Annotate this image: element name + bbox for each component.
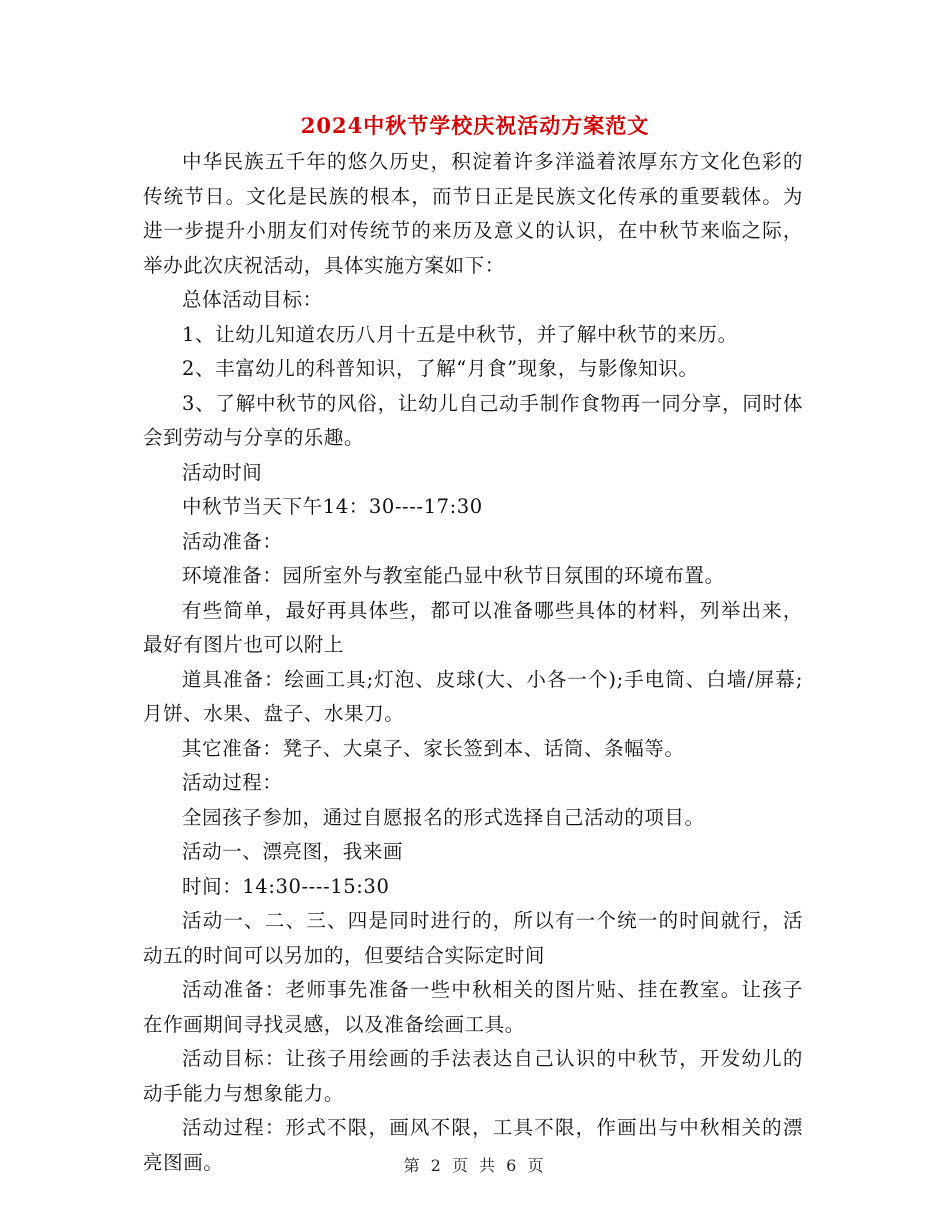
paragraph-environment-prep: 环境准备：园所室外与教室能凸显中秋节日氛围的环境布置。: [182, 564, 725, 587]
paragraph-activity-1-process: 活动过程：形式不限，画风不限，工具不限，作画出与中秋相关的漂亮图画。: [143, 1116, 803, 1174]
paragraph-props-prep: 道具准备：绘画工具;灯泡、皮球(大、小各一个);手电筒、白墙/屏幕;月饼、水果、盘子、水果刀。: [143, 667, 803, 725]
paragraph-time-heading: 活动时间: [182, 460, 263, 484]
paragraph-goal-3: 3、了解中秋节的风俗，让幼儿自己动手制作食物再一同分享，同时体会到劳动与分享的乐趣。: [143, 391, 803, 449]
paragraph-goals-heading: 总体活动目标：: [182, 288, 323, 311]
paragraph-time-note: 活动一、二、三、四是同时进行的，所以有一个统一的时间就行，活动五的时间可以另加的，但要结合实际定时间: [143, 909, 803, 967]
paragraph-activity-1-prep: 活动准备：老师事先准备一些中秋相关的图片贴、挂在教室。让孩子在作画期间寻找灵感，以及准备绘画工具。: [143, 978, 803, 1036]
paragraph-intro: 中华民族五千年的悠久历史，积淀着许多洋溢着浓厚东方文化色彩的传统节日。文化是民族的根本，而节日正是民族文化传承的重要载体。为进一步提升小朋友们对传统节的来历及意义的认识，在中秋节来临之际，举办此次庆祝活动，具体实施方案如下：: [143, 150, 803, 277]
paragraph-other-prep: 其它准备：凳子、大桌子、家长签到本、话筒、条幅等。: [182, 736, 685, 760]
paragraph-goal-2: 2、丰富幼儿的科普知识，了解“月食”现象，与影像知识。: [182, 357, 699, 380]
paragraph-goal-1: 1、让幼儿知道农历八月十五是中秋节，并了解中秋节的来历。: [182, 322, 738, 346]
paragraph-process-heading: 活动过程：: [182, 771, 283, 794]
paragraph-prep-heading: 活动准备：: [182, 529, 283, 553]
page-footer: 第 2 页 共 6 页: [403, 1156, 547, 1175]
paragraph-time: 中秋节当天下午14：30----17:30: [182, 495, 483, 518]
paragraph-note: 有些简单，最好再具体些，都可以准备哪些具体的材料，列举出来，最好有图片也可以附上: [143, 598, 803, 656]
document-title: 2024中秋节学校庆祝活动方案范文: [300, 113, 650, 138]
paragraph-activity-1-goal: 活动目标：让孩子用绘画的手法表达自己认识的中秋节，开发幼儿的动手能力与想象能力。: [143, 1047, 803, 1105]
paragraph-activity-1-time: 时间：14:30----15:30: [182, 874, 390, 898]
paragraph-participation: 全园孩子参加，通过自愿报名的形式选择自己活动的项目。: [182, 805, 705, 829]
document-body: [143, 145, 803, 1180]
paragraph-activity-1: 活动一、漂亮图，我来画: [182, 840, 404, 863]
